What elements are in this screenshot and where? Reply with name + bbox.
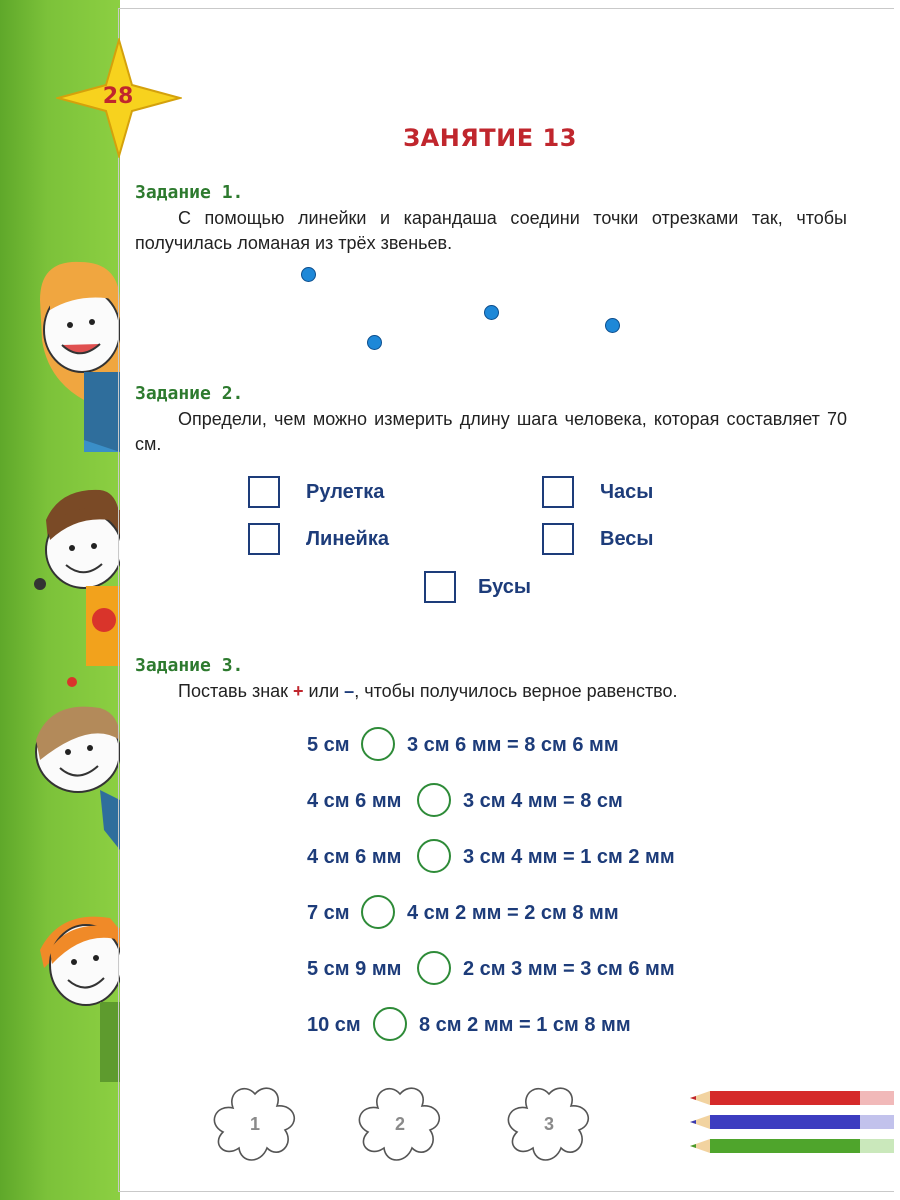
- option-clock[interactable]: [542, 476, 722, 510]
- task-3-text-part: Поставь знак: [178, 681, 294, 701]
- equation-left: 4 см 6 мм: [307, 790, 402, 812]
- equation-right: 8 см 2 мм = 1 см 8 мм: [419, 1014, 631, 1036]
- option-label: Бусы: [478, 576, 531, 598]
- equation-left: 10 см: [307, 1014, 361, 1036]
- equation-left: 7 см: [307, 902, 350, 924]
- minus-sign: –: [344, 681, 355, 701]
- equation-right: 3 см 6 мм = 8 см 6 мм: [407, 734, 619, 756]
- sign-circle[interactable]: [373, 1007, 407, 1041]
- sign-circle[interactable]: [417, 783, 451, 817]
- task-2-text: [135, 407, 847, 457]
- equation-left: 5 см 9 мм: [307, 958, 402, 980]
- child-face-3: [36, 707, 120, 850]
- child-face-4: [40, 917, 120, 1082]
- flower-label: 1: [249, 1114, 260, 1134]
- child-face-2: [34, 490, 120, 687]
- dot-point[interactable]: [367, 335, 382, 350]
- option-ruler[interactable]: [248, 523, 468, 557]
- page-number: 28: [102, 84, 134, 109]
- plus-sign: +: [293, 681, 304, 701]
- rating-flower-1[interactable]: [209, 1084, 301, 1164]
- equation-row: [307, 727, 707, 763]
- equation-row: [307, 1007, 707, 1043]
- option-tape-measure[interactable]: [248, 476, 468, 510]
- checkbox[interactable]: [248, 476, 280, 508]
- page-title: ЗАНЯТИЕ 13: [403, 124, 577, 152]
- flower-label: 3: [543, 1114, 554, 1134]
- checkbox[interactable]: [542, 476, 574, 508]
- sign-circle[interactable]: [417, 951, 451, 985]
- checkbox[interactable]: [248, 523, 280, 555]
- option-label: Рулетка: [306, 481, 385, 503]
- colored-pencils-icon: [684, 1082, 894, 1162]
- equation-right: 4 см 2 мм = 2 см 8 мм: [407, 902, 619, 924]
- equation-left: 5 см: [307, 734, 350, 756]
- equation-right: 2 см 3 мм = 3 см 6 мм: [463, 958, 675, 980]
- task-1-heading: Задание 1.: [135, 182, 244, 203]
- dot-point[interactable]: [301, 267, 316, 282]
- rating-flower-2[interactable]: [354, 1084, 446, 1164]
- child-face-1: [40, 262, 120, 452]
- equation-row: [307, 783, 707, 819]
- equation-row: [307, 895, 707, 931]
- checkbox[interactable]: [542, 523, 574, 555]
- dot-point[interactable]: [605, 318, 620, 333]
- rating-flower-3[interactable]: [503, 1084, 595, 1164]
- task-3-text-part: или: [303, 681, 345, 701]
- option-label: Линейка: [306, 528, 389, 550]
- option-label: Часы: [600, 481, 654, 503]
- equation-row: [307, 839, 707, 875]
- task-2-text-content: Определи, чем можно измерить длину шага человека, которая составляет 70 см.: [135, 409, 847, 454]
- option-beads[interactable]: [424, 571, 604, 605]
- option-label: Весы: [600, 528, 654, 550]
- task-1-text-content: С помощью линейки и карандаша соедини точки отрезками так, чтобы получилась ломаная из трёх звеньев.: [135, 208, 847, 253]
- equation-right: 3 см 4 мм = 1 см 2 мм: [463, 846, 675, 868]
- sign-circle[interactable]: [361, 727, 395, 761]
- equation-row: [307, 951, 707, 987]
- equation-left: 4 см 6 мм: [307, 846, 402, 868]
- equation-right: 3 см 4 мм = 8 см: [463, 790, 623, 812]
- task-3-heading: Задание 3.: [135, 655, 244, 676]
- sign-circle[interactable]: [361, 895, 395, 929]
- checkbox[interactable]: [424, 571, 456, 603]
- task-3-text: [135, 679, 847, 704]
- option-scales[interactable]: [542, 523, 722, 557]
- flower-label: 2: [394, 1114, 405, 1134]
- task-3-text-part: , чтобы получилось верное равенство.: [354, 681, 678, 701]
- task-1-text: [135, 206, 847, 256]
- sign-circle[interactable]: [417, 839, 451, 873]
- task-2-heading: Задание 2.: [135, 383, 244, 404]
- dot-point[interactable]: [484, 305, 499, 320]
- children-illustration: [0, 0, 120, 1200]
